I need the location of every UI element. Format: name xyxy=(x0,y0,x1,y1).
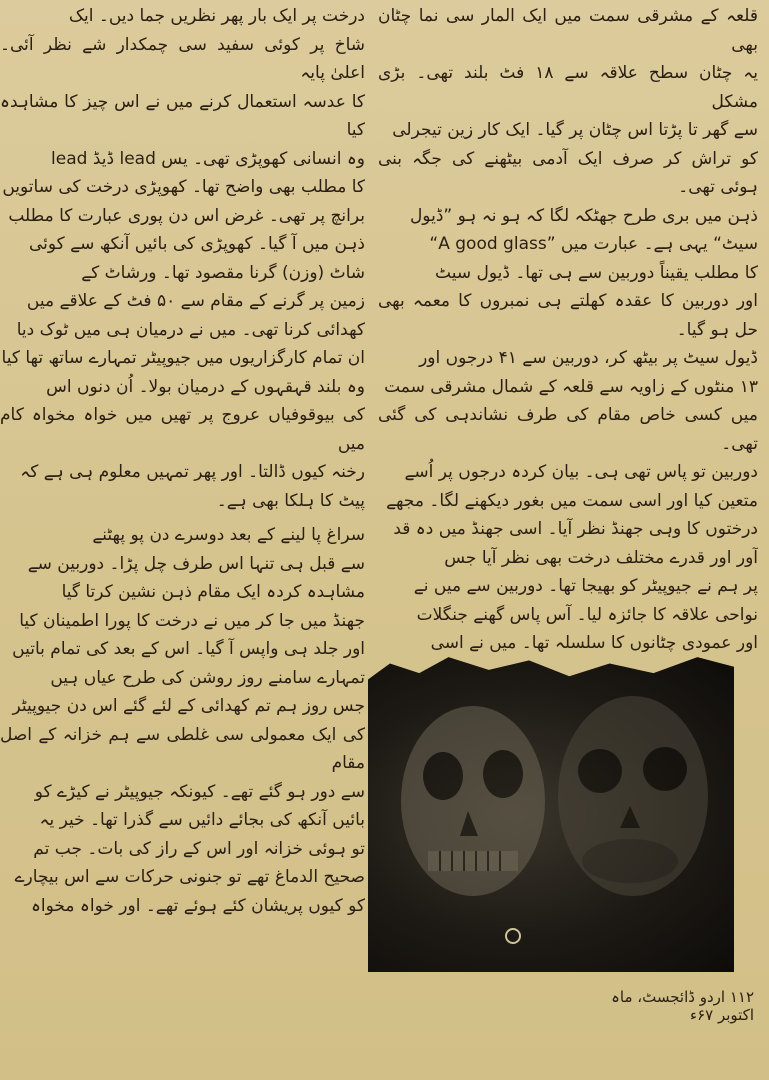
text-line: سیٹ“ یہی ہے۔ عبارت میں ”A good glass“ xyxy=(429,234,758,254)
skull-photograph xyxy=(368,654,734,972)
text-line: سراغ پا لینے کے بعد دوسرے دن پو پھٹنے xyxy=(92,525,365,545)
text-line: وہ انسانی کھوپڑی تھی۔ یس lead ڈیڈ lead xyxy=(51,148,365,169)
right-text-column xyxy=(378,2,758,662)
text-line: ذہن میں آ گیا۔ کھوپڑی کی بائیں آنکھ سے کوئی xyxy=(28,234,365,254)
text-line: تو ہوئی خزانہ اور اس کے راز کی بات۔ جب تم xyxy=(33,838,365,859)
text-line: کی بیوقوفیاں عروج پر تھیں میں خواہ مخواہ کام میں xyxy=(0,405,365,454)
text-line: پیٹ کا ہلکا بھی ہے۔ xyxy=(216,490,365,511)
text-line: متعین کیا اور اسی سمت میں بغور دیکھنے لگا۔ مجھے xyxy=(386,490,758,511)
text-line: سے دور ہو گئے تھے۔ کیونکہ جیوپیٹر نے کیڑے کو xyxy=(34,781,365,802)
text-line: رخنہ کیوں ڈالتا۔ اور پھر تمہیں معلوم ہی ہے کہ xyxy=(20,462,365,482)
text-line: مشاہدہ کردہ ایک مقام ذہن نشین کرتا گیا xyxy=(61,582,365,602)
text-line: آور اور قدرے مختلف درخت بھی نظر آیا جس xyxy=(444,547,758,568)
text-line: سے قبل ہی تنہا اس طرف چل پڑا۔ دوربین سے xyxy=(27,553,365,574)
page-footer: ۱۱۲ اردو ڈائجسٹ، ماہ اکتوبر ۶۷ء xyxy=(611,988,754,1024)
text-line: اور جلد ہی واپس آ گیا۔ اس کے بعد کی تمام باتیں xyxy=(12,639,365,659)
text-line: ڈیول سیٹ پر بیٹھ کر، دوربین سے ۴۱ درجوں اور xyxy=(419,348,758,368)
text-line: دوربین تو پاس تھی ہی۔ بیان کردہ درجوں پر اُسے xyxy=(404,462,758,482)
text-line: ذہن میں بری طرح جھٹکہ لگا کہ ہو نہ ہو ”ڈیول xyxy=(409,205,758,226)
text-line: جس روز ہم تم کھدائی کے لئے گئے اس دن جیوپیٹر xyxy=(12,696,365,716)
text-line: زمین پر گرنے کے مقام سے ۵۰ فٹ کے علاقے میں xyxy=(26,291,365,311)
text-line: سے گھر تا پڑتا اس چٹان پر گیا۔ ایک کار زین تیجرلی xyxy=(392,120,758,140)
text-line: میں کسی خاص مقام کی طرف نشاندہی کی گئی تھی۔ xyxy=(378,405,758,454)
text-line: صحیح الدماغ تھے تو جنونی حرکات سے اس بیچارے xyxy=(14,867,365,887)
text-line: درخت پر ایک بار پھر نظریں جما دیں۔ ایک xyxy=(68,6,365,26)
text-line: تمہارے سامنے روز روشن کی طرح عیاں ہیں xyxy=(50,667,365,688)
text-line: نواحی علاقہ کا جائزہ لیا۔ آس پاس گھنے جنگلات xyxy=(416,604,758,625)
text-line: کی ایک معمولی سی غلطی سے ہم خزانہ کے اصل مقام xyxy=(0,724,365,773)
text-line: یہ چٹان سطح علاقہ سے ۱۸ فٹ بلند تھی۔ بڑی مشکل xyxy=(378,63,758,112)
text-line: کھدائی کرنا تھی۔ میں نے درمیان ہی میں ٹوک دیا xyxy=(16,319,365,340)
text-line: اور دوربین کا عقدہ کھلتے ہی نمبروں کا معمہ بھی حل ہو گیا۔ xyxy=(378,291,758,340)
text-line: قلعہ کے مشرقی سمت میں ایک المار سی نما چٹان بھی xyxy=(378,6,758,55)
text-line: وہ بلند قہقہوں کے درمیان بولا۔ اُن دنوں اس xyxy=(46,376,365,397)
text-line: شاخ پر کوئی سفید سی چمکدار شے نظر آئی۔ اعلیٰ پایہ xyxy=(0,34,365,83)
text-line: ان تمام کارگزاریوں میں جیوپیٹر تمہارے ساتھ تھا کیا xyxy=(1,348,365,368)
text-line: جھنڈ میں جا کر میں نے درخت کا پورا اطمینان کیا xyxy=(19,610,365,631)
text-line: کا عدسہ استعمال کرنے میں نے اس چیز کا مشاہدہ کیا xyxy=(0,91,365,140)
text-line: درختوں کا وہی جھنڈ نظر آیا۔ اسی جھنڈ میں دہ قد xyxy=(393,519,758,539)
text-line: کا مطلب بھی واضح تھا۔ کھوپڑی درخت کی ساتویں xyxy=(2,177,365,197)
text-line: کا مطلب یقیناً دوربین سے ہی تھا۔ ڈیول سیٹ xyxy=(435,262,758,283)
text-line: بائیں آنکھ کی بجائے دائیں سے گذرا تھا۔ خیر یہ xyxy=(39,810,365,830)
skull-illustration xyxy=(401,696,708,896)
text-line: ۱۳ منٹوں کے زاویہ سے قلعہ کے شمال مشرقی سمت xyxy=(384,376,758,397)
text-line: پر ہم نے جیوپیٹر کو بھیجا تھا۔ دوربین سے میں نے xyxy=(413,576,758,596)
text-line: برانچ پر تھی۔ غرض اس دن پوری عبارت کا مطلب xyxy=(8,205,365,226)
text-line: کو کیوں پریشان کئے ہوئے تھے۔ اور خواہ مخواہ xyxy=(30,895,365,916)
text-line: شاٹ (وزن) گرنا مقصود تھا۔ ورشاٹ کے xyxy=(81,262,365,283)
text-line: کو تراش کر صرف ایک آدمی بیٹھنے کی جگہ بنی ہوئی تھی۔ xyxy=(378,148,758,197)
left-text-column xyxy=(0,2,365,1002)
ring-mark xyxy=(506,929,520,943)
text-line: اور عمودی چٹانوں کا سلسلہ تھا۔ میں نے اسی xyxy=(430,633,758,653)
